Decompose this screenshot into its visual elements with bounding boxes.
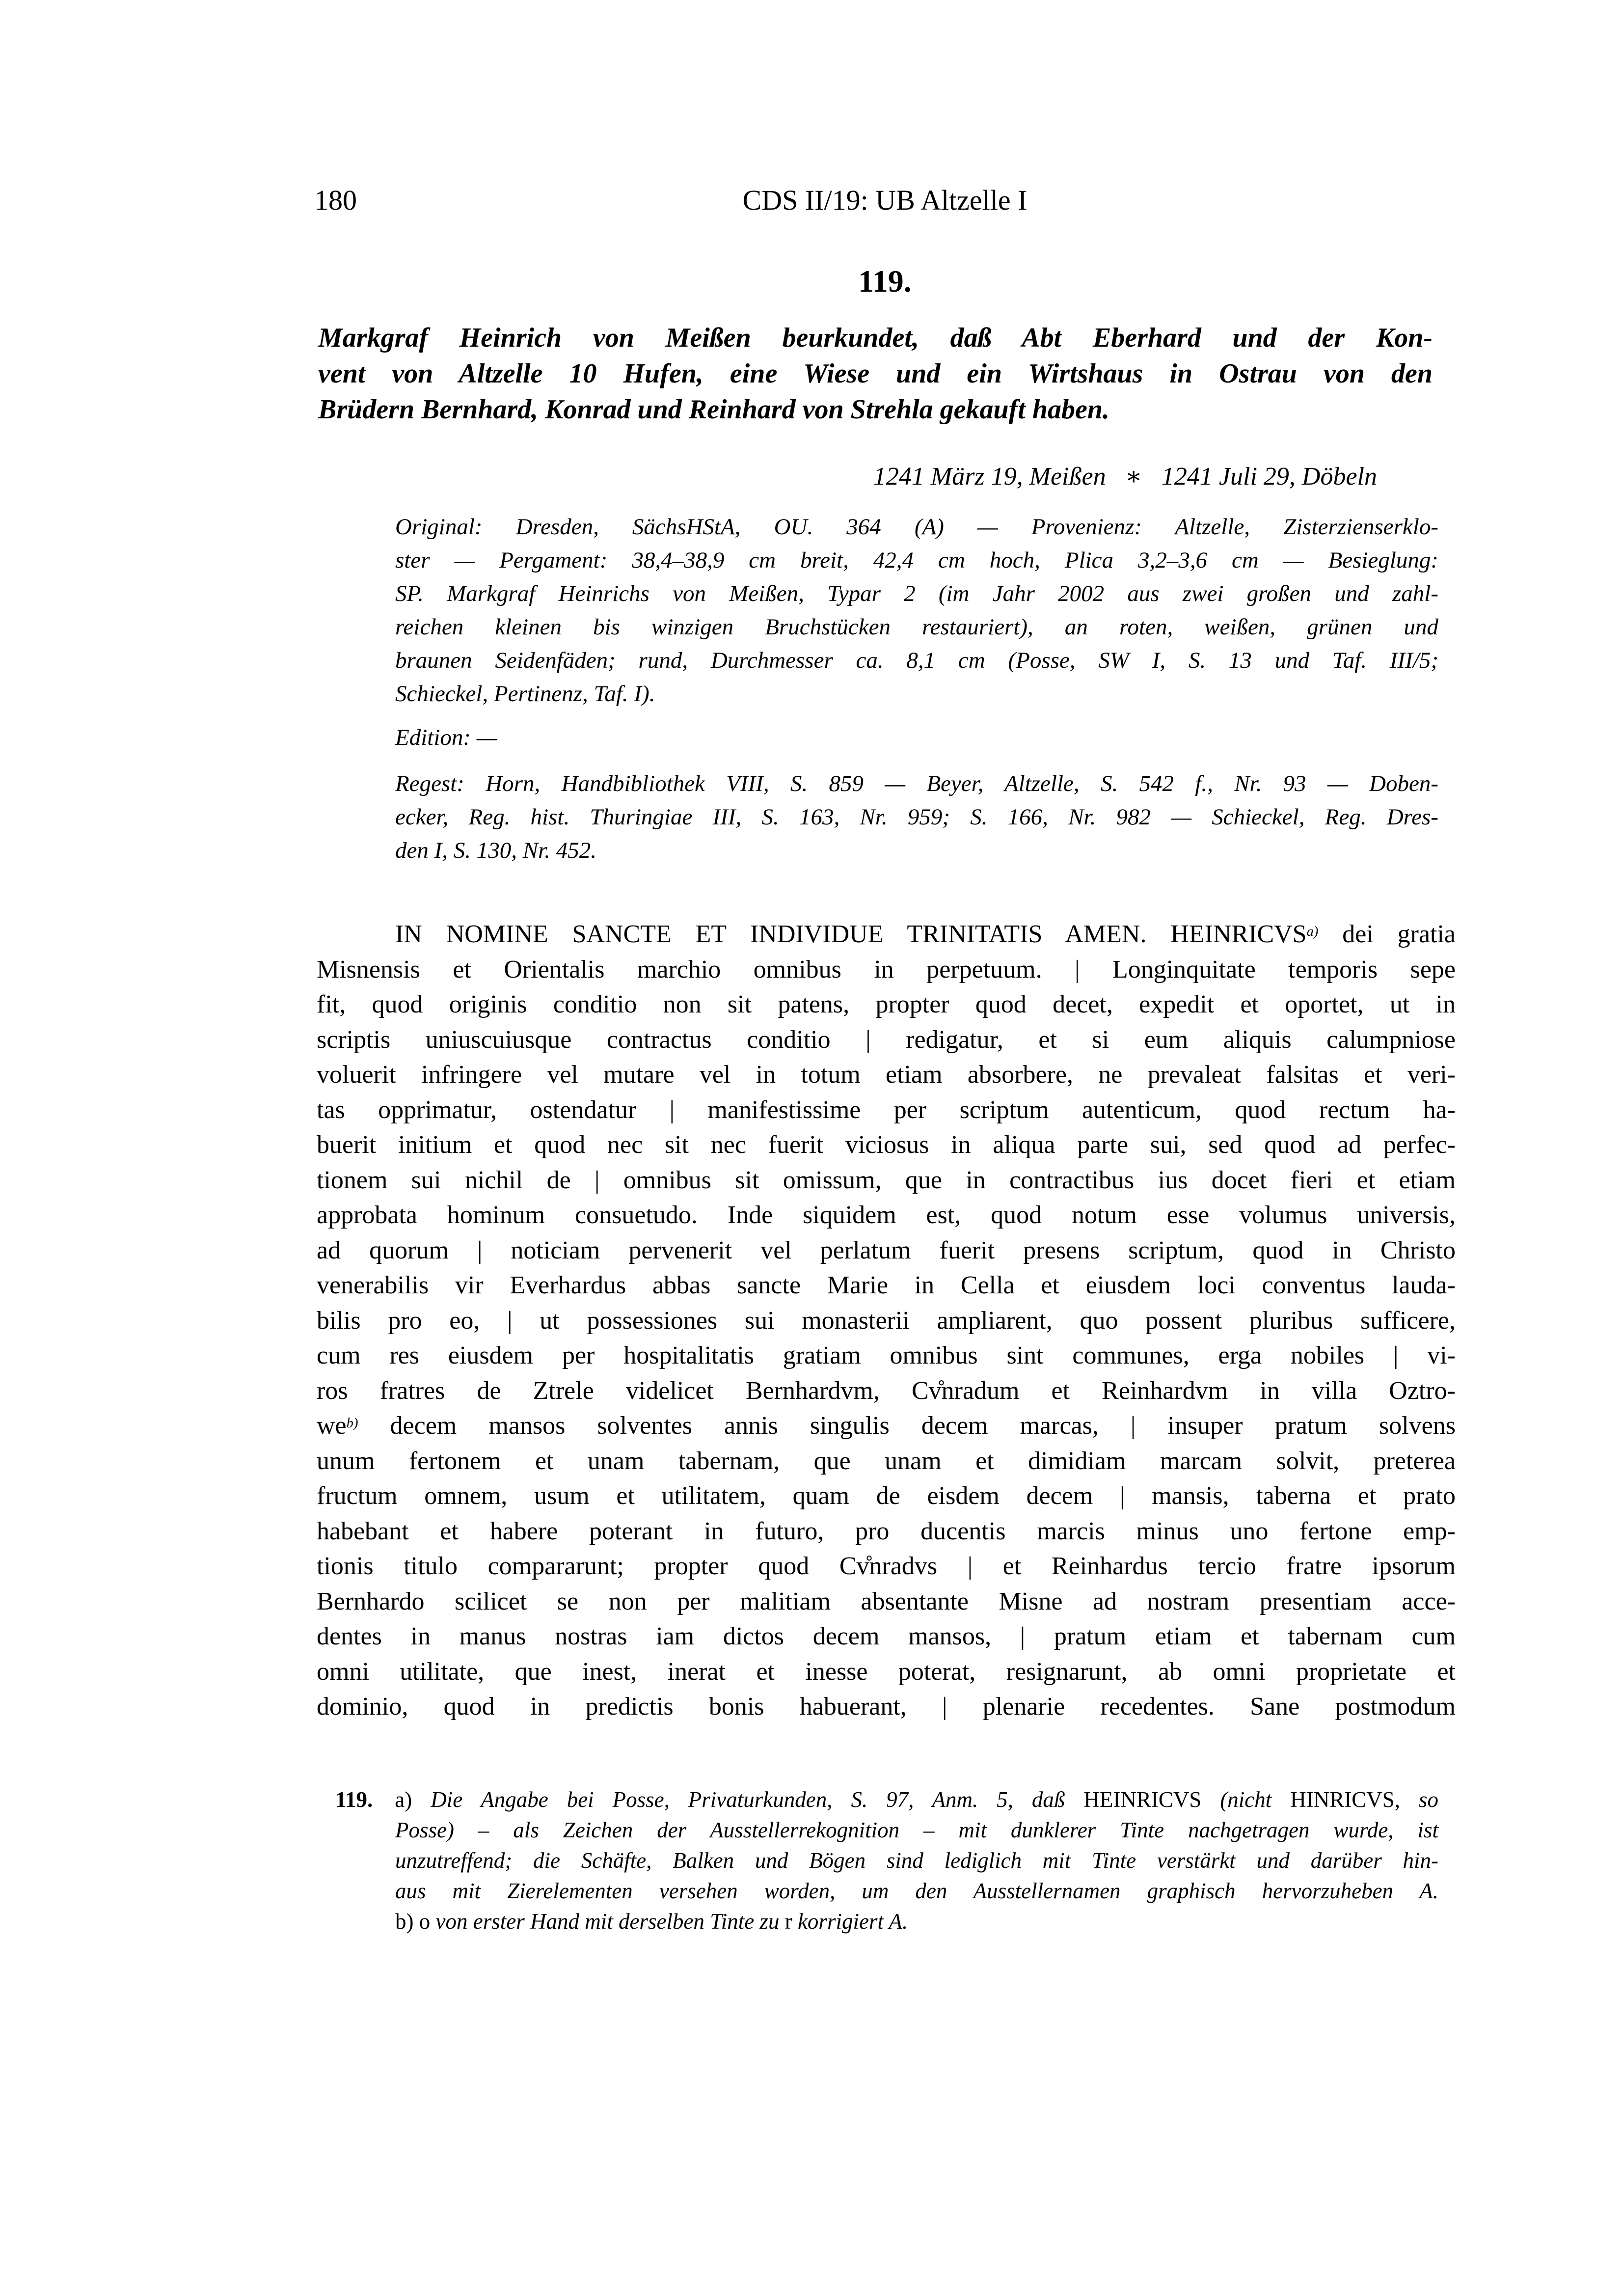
charter-text-line — [317, 1619, 1456, 1654]
charter-text-line — [317, 1584, 1456, 1619]
charter-text-line — [317, 987, 1456, 1022]
text-segment: Bernhardo scilicet se non per malitiam absentante Misne ad nostram presentiam acce- — [317, 1587, 1456, 1615]
charter-text-line — [317, 1338, 1456, 1373]
charter-text-line — [317, 1022, 1456, 1058]
original-line — [395, 677, 1438, 711]
text-segment: tas opprimatur, ostendatur | manifestissime per scriptum autenticum, quod rectum ha- — [317, 1095, 1456, 1124]
text-segment: Schieckel, Pertinenz, Taf. I). — [395, 681, 655, 707]
footnote-line — [395, 1876, 1438, 1906]
text-segment: Die Angabe bei Posse, Privaturkunden, S. 97, Anm. 5, daß — [431, 1787, 1084, 1812]
text-segment: tionis titulo compararunt; propter quod Cv̊nradvs | et Reinhardus tercio fratre ipsorum — [317, 1552, 1456, 1580]
footnote-mark: a) — [1306, 924, 1319, 940]
original-note — [395, 510, 1438, 711]
charter-text-line — [317, 1689, 1456, 1724]
text-segment: bilis pro eo, | ut possessiones sui monasterii ampliarent, quo possent pluribus sufficere, — [317, 1306, 1456, 1335]
charter-text-line — [317, 1127, 1456, 1163]
text-segment: approbata hominum consuetudo. Inde siquidem est, quod notum esse volumus universis, — [317, 1201, 1456, 1229]
summary-line — [318, 356, 1433, 392]
page-header — [314, 186, 1456, 215]
text-segment: decem mansos solventes annis singulis decem marcas, | insuper pratum solvens — [358, 1412, 1456, 1440]
text-segment: we — [317, 1412, 347, 1440]
charter-text-line — [317, 1057, 1456, 1093]
charter-text-line — [317, 1444, 1456, 1479]
text-segment: tionem sui nichil de | omnibus sit omissum, que in contractibus ius docet fieri et etiam — [317, 1166, 1456, 1194]
charter-summary — [318, 320, 1433, 428]
charter-text-line — [317, 952, 1456, 987]
text-segment: von erster Hand mit derselben Tinte zu — [435, 1909, 785, 1934]
text-segment: unzutreffend; die Schäfte, Balken und Bögen sind lediglich mit Tinte verstärkt und darüber hin- — [395, 1848, 1438, 1873]
summary-line — [318, 320, 1433, 356]
text-segment: fructum omnem, usum et utilitatem, quam de eisdem decem | mansis, taberna et prato — [317, 1482, 1456, 1510]
regest-line — [395, 834, 1438, 867]
text-segment: IN NOMINE SANCTE ET INDIVIDUE TRINITATIS AMEN. HEINRICVS — [395, 920, 1307, 948]
charter-text-line — [317, 1093, 1456, 1128]
text-segment: b) o — [395, 1909, 436, 1934]
charter-text-line — [317, 1373, 1456, 1409]
text-segment: dentes in manus nostras iam dictos decem mansos, | pratum etiam et tabernam cum — [317, 1622, 1456, 1650]
charter-text-line — [317, 917, 1456, 952]
text-segment: unum fertonem et unam tabernam, que unam et dimidiam marcam solvit, preterea — [317, 1447, 1456, 1475]
text-segment: aus mit Zierelementen versehen worden, um den Ausstellernamen graphisch hervorzuheben A. — [395, 1879, 1438, 1903]
charter-text-line — [317, 1514, 1456, 1549]
edition-note: Edition: — — [395, 725, 497, 750]
footnote-mark: b) — [346, 1416, 358, 1431]
text-segment: Misnensis et Orientalis marchio omnibus in perpetuum. | Longinquitate temporis sepe — [317, 955, 1456, 984]
regest-line — [395, 800, 1438, 834]
text-segment: SP. Markgraf Heinrichs von Meißen, Typar 2 (im Jahr 2002 aus zwei großen und zahl- — [395, 581, 1438, 606]
text-segment: korrigiert A. — [792, 1909, 908, 1934]
charter-text-line — [317, 1408, 1456, 1444]
text-segment: buerit initium et quod nec sit nec fuerit viciosus in aliqua parte sui, sed quod ad perfec- — [317, 1131, 1456, 1159]
text-segment: fit, quod originis conditio non sit patens, propter quod decet, expedit et oportet, ut in — [317, 990, 1456, 1018]
text-segment: HINRICVS, — [1290, 1787, 1401, 1812]
footnote-line — [395, 1906, 1438, 1937]
charter-text-line — [317, 1268, 1456, 1303]
text-segment: HEINRICVS — [1083, 1787, 1202, 1812]
text-segment: Regest: Horn, Handbibliothek VIII, S. 859 — Beyer, Altzelle, S. 542 f., Nr. 93 — Doben- — [395, 771, 1438, 796]
charter-text-line — [317, 1654, 1456, 1690]
charter-text-line — [317, 1303, 1456, 1339]
text-segment: reichen kleinen bis winzigen Bruchstücken restauriert), an roten, weißen, grünen und — [395, 614, 1438, 640]
text-segment: scriptis uniuscuiusque contractus conditio | redigatur, et si eum aliquis calumpniose — [317, 1025, 1456, 1054]
date-line: 1241 März 19, Meißen ∗ 1241 Juli 29, Döbeln — [873, 463, 1377, 491]
original-line — [395, 510, 1438, 544]
text-segment: den I, S. 130, Nr. 452. — [395, 838, 596, 863]
charter-text-line — [317, 1198, 1456, 1233]
footnote-line — [395, 1815, 1438, 1845]
text-segment: dei gratia — [1318, 920, 1456, 948]
charter-text-line — [317, 1549, 1456, 1584]
original-line — [395, 644, 1438, 677]
footnote-line — [335, 1784, 1438, 1815]
text-segment: ster — Pergament: 38,4–38,9 cm breit, 42,4 cm hoch, Plica 3,2–3,6 cm — Besieglung: — [395, 547, 1438, 573]
text-segment: Posse) – als Zeichen der Ausstellerrekognition – mit dunklerer Tinte nachgetragen wurde, ist — [395, 1818, 1438, 1842]
text-segment: vent von Altzelle 10 Hufen, eine Wiese und ein Wirtshaus in Ostrau von den — [318, 358, 1433, 389]
text-segment: Brüdern Bernhard, Konrad und Reinhard von Strehla gekauft haben. — [318, 394, 1109, 425]
page-number: 180 — [314, 184, 357, 216]
text-segment: (nicht — [1201, 1787, 1291, 1812]
charter-text — [317, 917, 1456, 1724]
text-segment: Original: Dresden, SächsHStA, OU. 364 (A) — Provenienz: Altzelle, Zisterzienserklo- — [395, 514, 1438, 540]
footnotes — [335, 1784, 1438, 1937]
text-segment: voluerit infringere vel mutare vel in totum etiam absorbere, ne prevaleat falsitas et veri- — [317, 1061, 1456, 1089]
text-segment: a) — [373, 1787, 431, 1812]
text-segment: so — [1400, 1787, 1438, 1812]
regest-line — [395, 767, 1438, 800]
text-segment: venerabilis vir Everhardus abbas sancte Marie in Cella et eiusdem loci conventus lauda- — [317, 1271, 1456, 1299]
text-segment: Markgraf Heinrich von Meißen beurkundet, daß Abt Eberhard und der Kon- — [318, 323, 1433, 353]
charter-number: 119. — [858, 264, 912, 299]
text-segment: ad quorum | noticiam pervenerit vel perlatum fuerit presens scriptum, quod in Christo — [317, 1236, 1456, 1264]
text-segment: cum res eiusdem per hospitalitatis gratiam omnibus sint communes, erga nobiles | vi- — [317, 1341, 1456, 1369]
text-segment: 119. — [335, 1787, 373, 1812]
charter-text-line — [317, 1478, 1456, 1514]
summary-line — [318, 392, 1433, 428]
text-segment: ros fratres de Ztrele videlicet Bernhardvm, Cv̊nradum et Reinhardvm in villa Oztro- — [317, 1376, 1456, 1405]
text-segment: habebant et habere poterant in futuro, pro ducentis marcis minus uno fertone emp- — [317, 1517, 1456, 1545]
running-title: CDS II/19: UB Altzelle I — [742, 184, 1027, 216]
text-segment: omni utilitate, que inest, inerat et inesse poterat, resignarunt, ab omni proprietate et — [317, 1657, 1456, 1686]
charter-text-line — [317, 1163, 1456, 1198]
original-line — [395, 544, 1438, 577]
text-segment: r — [784, 1909, 792, 1934]
text-segment: dominio, quod in predictis bonis habuerant, | plenarie recedentes. Sane postmodum — [317, 1693, 1456, 1721]
original-line — [395, 610, 1438, 644]
text-segment: ecker, Reg. hist. Thuringiae III, S. 163, Nr. 959; S. 166, Nr. 982 — Schieckel, Reg. Dres- — [395, 804, 1438, 830]
original-line — [395, 577, 1438, 610]
regest-note — [395, 767, 1438, 867]
footnote-line — [395, 1845, 1438, 1876]
text-segment: braunen Seidenfäden; rund, Durchmesser ca. 8,1 cm (Posse, SW I, S. 13 und Taf. III/5; — [395, 648, 1438, 673]
charter-text-line — [317, 1233, 1456, 1268]
